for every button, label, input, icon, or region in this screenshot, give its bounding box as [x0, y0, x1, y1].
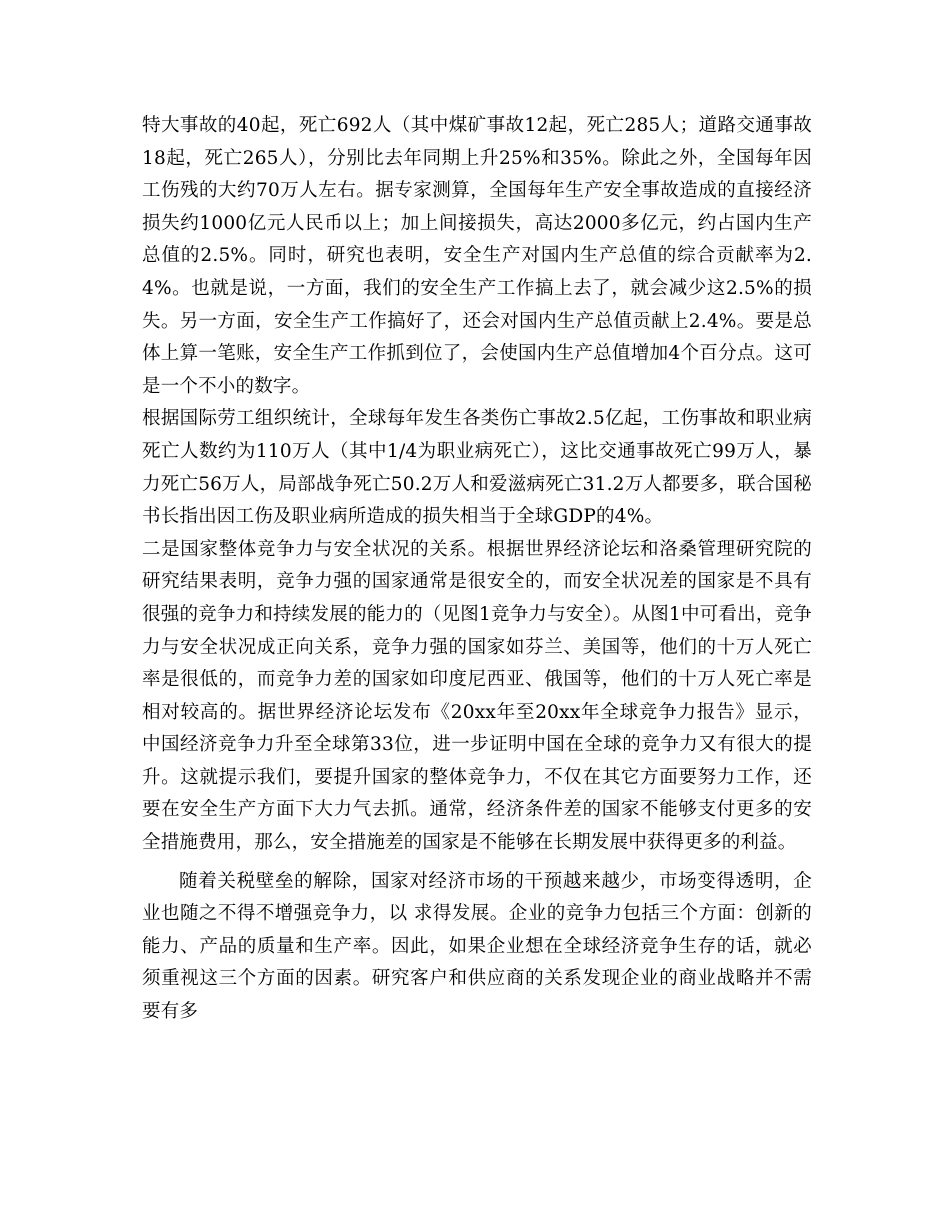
- paragraph-competitiveness-safety: 二是国家整体竞争力与安全状况的关系。根据世界经济论坛和洛桑管理研究院的研究结果表明，竞争力强的国家通常是很安全的，而安全状况差的国家是不具有很强的竞争力和持续发展的能力的（见图1竞争力与安全）。从图1中可看出，竞争力与安全状况成正向关系，竞争力强的国家如芬兰、美国等，他们的十万人死亡率是很低的，而竞争力差的国家如印度尼西亚、俄国等，他们的十万人死亡率是相对较高的。据世界经济论坛发布《20xx年至20xx年全球竞争力报告》显示，中国经济竞争力升至全球第33位，进一步证明中国在全球的竞争力又有很大的提升。这就提示我们，要提升国家的整体竞争力，不仅在其它方面要努力工作，还要在安全生产方面下大力气去抓。通常，经济条件差的国家不能够支付更多的安全措施费用，那么，安全措施差的国家是不能够在长期发展中获得更多的利益。: [142, 538, 812, 854]
- paragraph-ilo-statistics: 根据国际劳工组织统计，全球每年发生各类伤亡事故2.5亿起，工伤事故和职业病死亡人数约为110万人（其中1/4为职业病死亡），这比交通事故死亡99万人，暴力死亡56万人，局部战争死亡50.2万人和爱滋病死亡31.2万人都要多，联合国秘书长指出因工伤及职业病所造成的损失相当于全球GDP的4%。: [142, 408, 812, 528]
- document-body: [142, 110, 812, 1029]
- paragraph-enterprise-competitiveness: 随着关税壁垒的解除，国家对经济市场的干预越来越少，市场变得透明，企业也随之不得不增强竞争力，以 求得发展。企业的竞争力包括三个方面：创新的能力、产品的质量和生产率。因此，如果企业想在全球经济竞争生存的话，就必须重视这三个方面的因素。研究客户和供应商的关系发现企业的商业战略并不需要有多: [142, 870, 812, 1023]
- paragraph-accident-statistics: 特大事故的40起，死亡692人（其中煤矿事故12起，死亡285人；道路交通事故18起，死亡265人），分别比去年同期上升25%和35%。除此之外，全国每年因工伤残的大约70万人左右。据专家测算，全国每年生产安全事故造成的直接经济损失约1000亿元人民币以上；加上间接损失，高达2000多亿元，约占国内生产总值的2.5%。同时，研究也表明，安全生产对国内生产总值的综合贡献率为2.4%。也就是说，一方面，我们的安全生产工作搞上去了，就会减少这2.5%的损失。另一方面，安全生产工作搞好了，还会对国内生产总值贡献上2.4%。要是总体上算一笔账，安全生产工作抓到位了，会使国内生产总值增加4个百分点。这可是一个不小的数字。: [142, 115, 812, 397]
